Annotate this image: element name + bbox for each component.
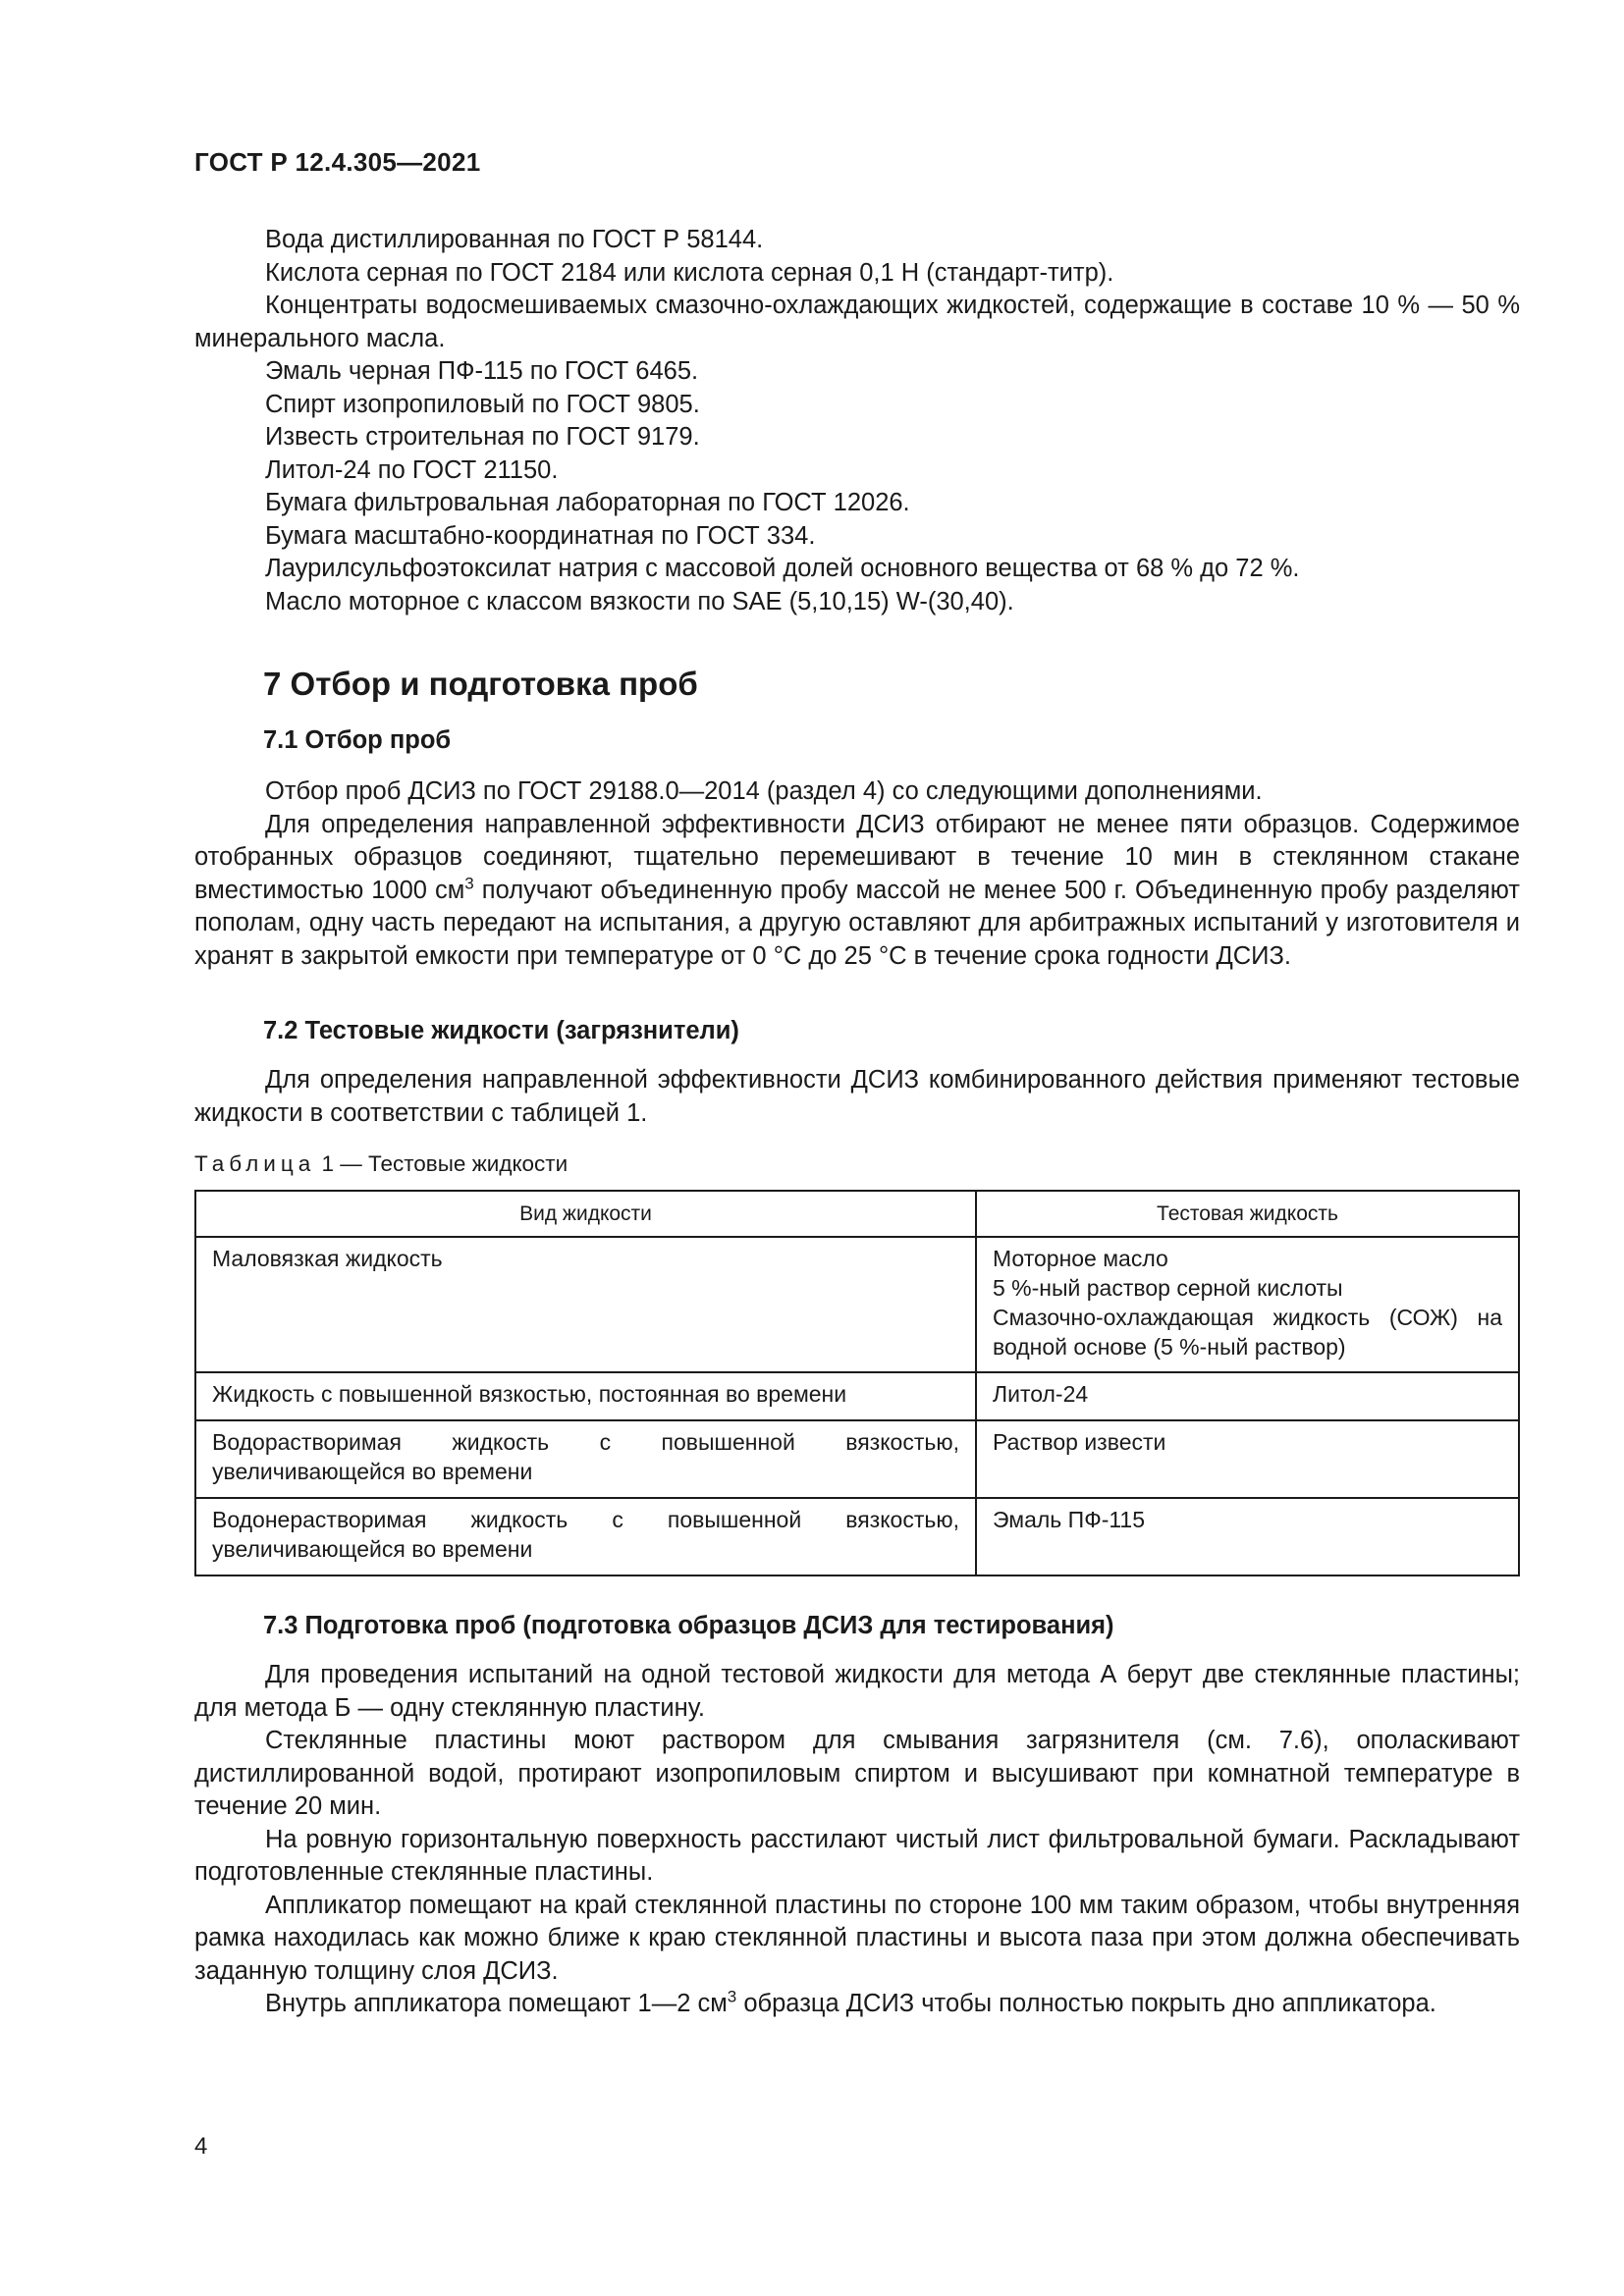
test-liquids-table: [194, 1190, 1520, 1576]
section-7-heading: 7 Отбор и подготовка проб: [263, 666, 698, 702]
document-code-header: ГОСТ Р 12.4.305—2021: [194, 147, 481, 177]
paragraph: Для определения направленной эффективности ДСИЗ комбинированного действия применяют тестовые жидкости в соответствии с таблицей 1.: [194, 1066, 1520, 1127]
section-7-3-text: [194, 1659, 1520, 2021]
material-item: Концентраты водосмешиваемых смазочно-охлаждающих жидкостей, содержащие в составе 10 % — 50 % минерального масла.: [194, 292, 1520, 352]
table-row: [195, 1420, 1519, 1498]
column-header: Тестовая жидкость: [976, 1191, 1519, 1237]
section-7-1-heading: 7.1 Отбор проб: [263, 726, 452, 754]
liquid-kind-cell: Маловязкая жидкость: [195, 1237, 976, 1372]
liquid-kind-cell: Жидкость с повышенной вязкостью, постоянная во времени: [195, 1372, 976, 1420]
paragraph: Отбор проб ДСИЗ по ГОСТ 29188.0—2014 (раздел 4) со следующими дополнениями.: [265, 777, 1263, 805]
test-liquid-cell: Литол-24: [976, 1372, 1519, 1420]
material-item: Литол-24 по ГОСТ 21150.: [265, 455, 559, 484]
material-item: Масло моторное с классом вязкости по SAE (5,10,15) W-(30,40).: [265, 587, 1014, 615]
material-item: Бумага масштабно-координатная по ГОСТ 334.: [265, 521, 816, 550]
liquid-kind-cell: Водонерастворимая жидкость с повышенной вязкостью, увеличивающейся во времени: [195, 1498, 976, 1575]
section-7-1-text: [194, 775, 1520, 973]
paragraph: Стеклянные пластины моют раствором для смывания загрязнителя (см. 7.6), ополаскивают дистиллированной водой, протирают изопропиловым спиртом и высушивают при комнатной температуре в течение 20 мин.: [194, 1727, 1520, 1820]
paragraph: Для определения направленной эффективности ДСИЗ отбирают не менее пяти образцов. Содержимое отобранных образцов соединяют, тщательно перемешивают в течение 10 мин в стеклянном стакане вместимостью 1000 $см^3$ получают объединенную пробу массой не менее 500 г. Объединенную пробу разделяют пополам, одну часть передают на испытания, а другую оставляют для арбитражных испытаний у изготовителя и хранят в закрытой емкости при температуре от 0 °С до 25 °С в течение срока годности ДСИЗ.: [194, 810, 1520, 970]
paragraph: Внутрь аппликатора помещают 1—2 $см^3$ образца ДСИЗ чтобы полностью покрыть дно аппликатора.: [265, 1987, 1436, 2017]
table-caption: Таблица 1 — Тестовые жидкости: [194, 1151, 568, 1176]
material-item: Известь строительная по ГОСТ 9179.: [265, 423, 700, 451]
table-header-row: [195, 1191, 1519, 1237]
materials-list: [194, 224, 1520, 618]
material-item: Вода дистиллированная по ГОСТ Р 58144.: [265, 226, 764, 253]
column-header: Вид жидкости: [195, 1191, 976, 1237]
section-7-2-text: [194, 1064, 1520, 1130]
table-row: [195, 1372, 1519, 1420]
table-row: [195, 1237, 1519, 1372]
paragraph: На ровную горизонтальную поверхность расстилают чистый лист фильтровальной бумаги. Раскладывают подготовленные стеклянные пластины.: [194, 1825, 1520, 1886]
section-7-2-heading: 7.2 Тестовые жидкости (загрязнители): [263, 1017, 739, 1044]
liquid-kind-cell: Водорастворимая жидкость с повышенной вязкостью, увеличивающейся во времени: [195, 1420, 976, 1498]
material-item: Бумага фильтровальная лабораторная по ГОСТ 12026.: [265, 489, 910, 516]
test-liquid-cell: Моторное масло 5 %-ный раствор серной кислоты Смазочно-охлаждающая жидкость (СОЖ) на водной основе (5 %-ный раствор): [976, 1237, 1519, 1372]
page-number: 4: [194, 2133, 208, 2160]
section-7-3-heading: 7.3 Подготовка проб (подготовка образцов ДСИЗ для тестирования): [263, 1612, 1114, 1639]
material-item: Эмаль черная ПФ-115 по ГОСТ 6465.: [265, 357, 699, 385]
paragraph: Для проведения испытаний на одной тестовой жидкости для метода А берут две стеклянные пластины; для метода Б — одну стеклянную пластину.: [194, 1661, 1520, 1722]
paragraph: Аппликатор помещают на край стеклянной пластины по стороне 100 мм таким образом, чтобы внутренняя рамка находилась как можно ближе к краю стеклянной пластины и высота паза при этом должна обеспечивать заданную толщину слоя ДСИЗ.: [194, 1891, 1520, 1985]
material-item: Лаурилсульфоэтоксилат натрия с массовой долей основного вещества от 68 % до 72 %.: [265, 555, 1300, 582]
table-row: [195, 1498, 1519, 1575]
material-item: Кислота серная по ГОСТ 2184 или кислота серная 0,1 Н (стандарт-титр).: [265, 258, 1114, 287]
test-liquid-cell: Эмаль ПФ-115: [976, 1498, 1519, 1575]
material-item: Спирт изопропиловый по ГОСТ 9805.: [265, 390, 700, 418]
test-liquid-cell: Раствор извести: [976, 1420, 1519, 1498]
